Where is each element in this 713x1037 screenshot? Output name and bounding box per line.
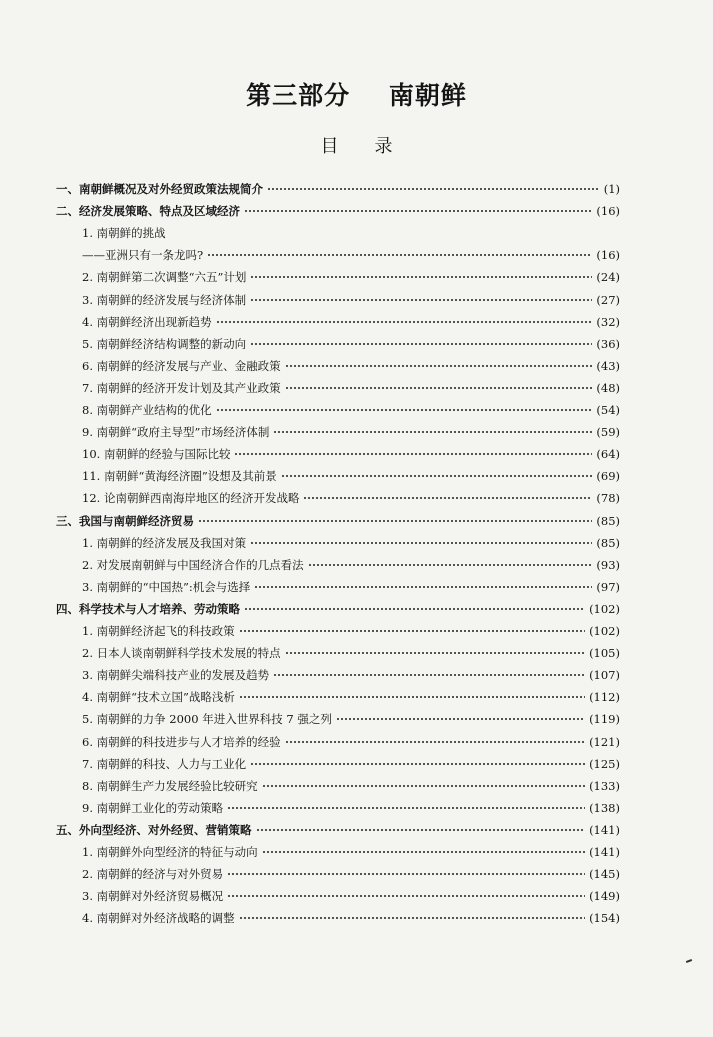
toc-entry-label: 10. 南朝鲜的经验与国际比较 <box>82 447 231 462</box>
toc-entry-page-number: (149) <box>589 889 620 904</box>
toc-section-entry <box>56 178 620 200</box>
dot-leader <box>227 869 585 879</box>
toc-section-entry <box>56 510 620 532</box>
dot-leader <box>216 405 593 415</box>
toc-entry <box>82 377 620 399</box>
toc-entry <box>82 222 620 244</box>
toc-entry <box>82 907 620 929</box>
dot-leader <box>285 648 585 658</box>
toc-entry-page-number: (93) <box>596 557 620 572</box>
toc-entry <box>82 554 620 576</box>
dot-leader <box>244 206 592 216</box>
toc-entry-label: 四、科学技术与人才培养、劳动策略 <box>56 601 240 616</box>
toc-entry <box>82 863 620 885</box>
dot-leader <box>239 913 585 923</box>
toc-entry-label: 1. 南朝鲜的经济发展及我国对策 <box>82 535 247 550</box>
toc-entry-label: 7. 南朝鲜的科技、人力与工业化 <box>82 756 247 771</box>
toc-entry <box>82 355 620 377</box>
toc-entry-page-number: (54) <box>596 403 620 417</box>
toc-entry-label: 3. 南朝鲜的“中国热”:机会与选择 <box>82 579 251 594</box>
dot-leader <box>250 759 585 769</box>
toc-entry <box>82 266 620 288</box>
toc-entry-page-number: (141) <box>589 845 620 859</box>
dot-leader <box>262 781 585 791</box>
toc-entry-page-number: (102) <box>589 624 620 638</box>
toc-section-entry <box>56 200 620 222</box>
dot-leader <box>273 670 585 680</box>
dot-leader <box>239 692 585 702</box>
toc-entry-label: 三、我国与南朝鲜经济贸易 <box>56 513 194 528</box>
dot-leader <box>239 626 585 636</box>
toc-entry-page-number: (141) <box>589 822 620 837</box>
toc-entry <box>82 244 620 266</box>
toc-entry-label: 5. 南朝鲜经济结构调整的新动向 <box>82 336 247 351</box>
toc-section-entry <box>56 598 620 620</box>
toc-entry-label: 9. 南朝鲜“政府主导型”市场经济体制 <box>82 425 270 440</box>
toc-entry <box>82 797 620 819</box>
toc-entry <box>82 399 620 421</box>
toc-entry-label: 3. 南朝鲜的经济发展与经济体制 <box>82 292 247 307</box>
dot-leader <box>216 317 593 327</box>
dot-leader <box>250 295 592 305</box>
toc-entry-page-number: (32) <box>596 314 620 329</box>
dot-leader <box>198 516 592 526</box>
toc-entry-label: 4. 南朝鲜对外经济战略的调整 <box>82 911 235 926</box>
toc-entry <box>82 775 620 797</box>
toc-entry <box>82 421 620 443</box>
toc-heading: 目录 <box>320 136 429 157</box>
toc-entry-label: 五、外向型经济、对外经贸、营销策略 <box>56 822 252 837</box>
toc-entry <box>82 708 620 730</box>
toc-entry-page-number: (102) <box>589 601 620 616</box>
toc-entry-label: 3. 南朝鲜对外经济贸易概况 <box>82 889 224 904</box>
toc-entry-label: 2. 南朝鲜的经济与对外贸易 <box>82 867 224 882</box>
toc-entry-page-number: (78) <box>596 491 620 506</box>
toc-entry-label: ——亚洲只有一条龙吗? <box>82 248 204 263</box>
dot-leader <box>285 737 585 747</box>
toc-entry <box>82 532 620 554</box>
toc-entry <box>82 443 620 465</box>
toc-entry-page-number: (64) <box>596 447 620 462</box>
toc-entry-label: 6. 南朝鲜的科技进步与人才培养的经验 <box>82 734 281 749</box>
toc-entry-label: 8. 南朝鲜产业结构的优化 <box>82 403 212 417</box>
toc-entry-label: 1. 南朝鲜的挑战 <box>82 226 166 241</box>
dot-leader <box>262 847 585 857</box>
toc-entry-label: 8. 南朝鲜生产力发展经验比较研究 <box>82 778 258 793</box>
toc-entry-page-number: (119) <box>589 712 620 727</box>
dot-leader <box>281 471 593 481</box>
toc-entry-page-number: (69) <box>596 469 620 484</box>
dot-leader <box>234 449 592 459</box>
dot-leader <box>227 891 585 901</box>
toc-entry-label: 9. 南朝鲜工业化的劳动策略 <box>82 800 224 815</box>
toc-entry <box>82 686 620 708</box>
toc-entry-page-number: (138) <box>589 800 620 815</box>
toc-entry-page-number: (48) <box>596 380 620 395</box>
toc-entry-page-number: (125) <box>589 756 620 771</box>
dot-leader <box>285 361 593 371</box>
toc-entry-page-number: (85) <box>596 513 620 528</box>
page-title: 第三部分 南朝鲜 <box>246 81 467 110</box>
toc-entry <box>82 731 620 753</box>
toc-entry <box>82 620 620 642</box>
toc-entry <box>82 487 620 509</box>
toc-entry-label: 12. 论南朝鲜西南海岸地区的经济开发战略 <box>82 491 300 506</box>
toc-section-entry <box>56 819 620 841</box>
toc-entry <box>82 885 620 907</box>
dot-leader <box>308 560 593 570</box>
toc-entry <box>82 664 620 686</box>
toc-entry-label: 2. 日本人谈南朝鲜科学技术发展的特点 <box>82 646 281 661</box>
toc-entry-label: 1. 南朝鲜外向型经济的特征与动向 <box>82 845 258 859</box>
toc-entry-page-number: (112) <box>589 690 620 705</box>
dot-leader <box>250 538 592 548</box>
dot-leader <box>256 825 586 835</box>
dot-leader <box>303 493 592 503</box>
toc-entry-label: 6. 南朝鲜的经济发展与产业、金融政策 <box>82 358 281 373</box>
toc-entry-page-number: (105) <box>589 646 620 661</box>
toc-entry-label: 二、经济发展策略、特点及区域经济 <box>56 204 240 219</box>
toc-entry-page-number: (133) <box>589 778 620 793</box>
toc-entry-page-number: (107) <box>589 668 620 683</box>
toc-entry-label: 4. 南朝鲜经济出现新趋势 <box>82 314 212 329</box>
toc-entry <box>82 333 620 355</box>
toc-entry-label: 1. 南朝鲜经济起飞的科技政策 <box>82 624 235 638</box>
toc-entry-page-number: (1) <box>603 182 620 196</box>
toc-entry-label: 一、南朝鲜概况及对外经贸政策法规简介 <box>56 182 263 196</box>
dot-leader <box>254 582 592 592</box>
dot-leader <box>285 383 593 393</box>
toc-entry-page-number: (85) <box>596 535 620 550</box>
toc-entry <box>82 311 620 333</box>
dot-leader <box>267 184 600 194</box>
dot-leader <box>336 714 585 724</box>
toc-entry-label: 4. 南朝鲜“技术立国”战略浅析 <box>82 690 235 705</box>
dot-leader <box>250 339 592 349</box>
toc-entry <box>82 289 620 311</box>
toc-entry <box>82 576 620 598</box>
toc-entry-label: 2. 南朝鲜第二次调整“六五”计划 <box>82 270 247 285</box>
toc-entry-page-number: (43) <box>596 358 620 373</box>
toc-entry-label: 3. 南朝鲜尖端科技产业的发展及趋势 <box>82 668 270 683</box>
toc-entry-page-number: (24) <box>596 270 620 285</box>
toc-entry-page-number: (154) <box>589 911 620 926</box>
dot-leader <box>207 250 592 260</box>
toc-entry-label: 5. 南朝鲜的力争 2000 年进入世界科技 7 强之列 <box>82 712 332 727</box>
toc-entry-page-number: (27) <box>596 292 620 307</box>
toc-entry-page-number: (16) <box>596 204 620 219</box>
dot-leader <box>244 604 585 614</box>
toc-entry-label: 2. 对发展南朝鲜与中国经济合作的几点看法 <box>82 557 304 572</box>
toc-entry-page-number: (36) <box>596 336 620 351</box>
toc-entry-page-number: (97) <box>596 579 620 594</box>
toc-entry-page-number: (145) <box>589 867 620 882</box>
toc-entry-label: 11. 南朝鲜“黄海经济圈”设想及其前景 <box>82 469 277 484</box>
toc-entry-page-number: (121) <box>589 734 620 749</box>
toc-entry <box>82 642 620 664</box>
toc-entry <box>82 841 620 863</box>
dot-leader <box>273 427 592 437</box>
dot-leader <box>250 272 592 282</box>
toc-entry <box>82 465 620 487</box>
toc-entry-page-number: (16) <box>596 248 620 263</box>
toc-entry-page-number: (59) <box>596 425 620 440</box>
scan-speck <box>686 959 692 963</box>
dot-leader <box>227 803 585 813</box>
toc-entry <box>82 753 620 775</box>
toc-entry-label: 7. 南朝鲜的经济开发计划及其产业政策 <box>82 380 281 395</box>
